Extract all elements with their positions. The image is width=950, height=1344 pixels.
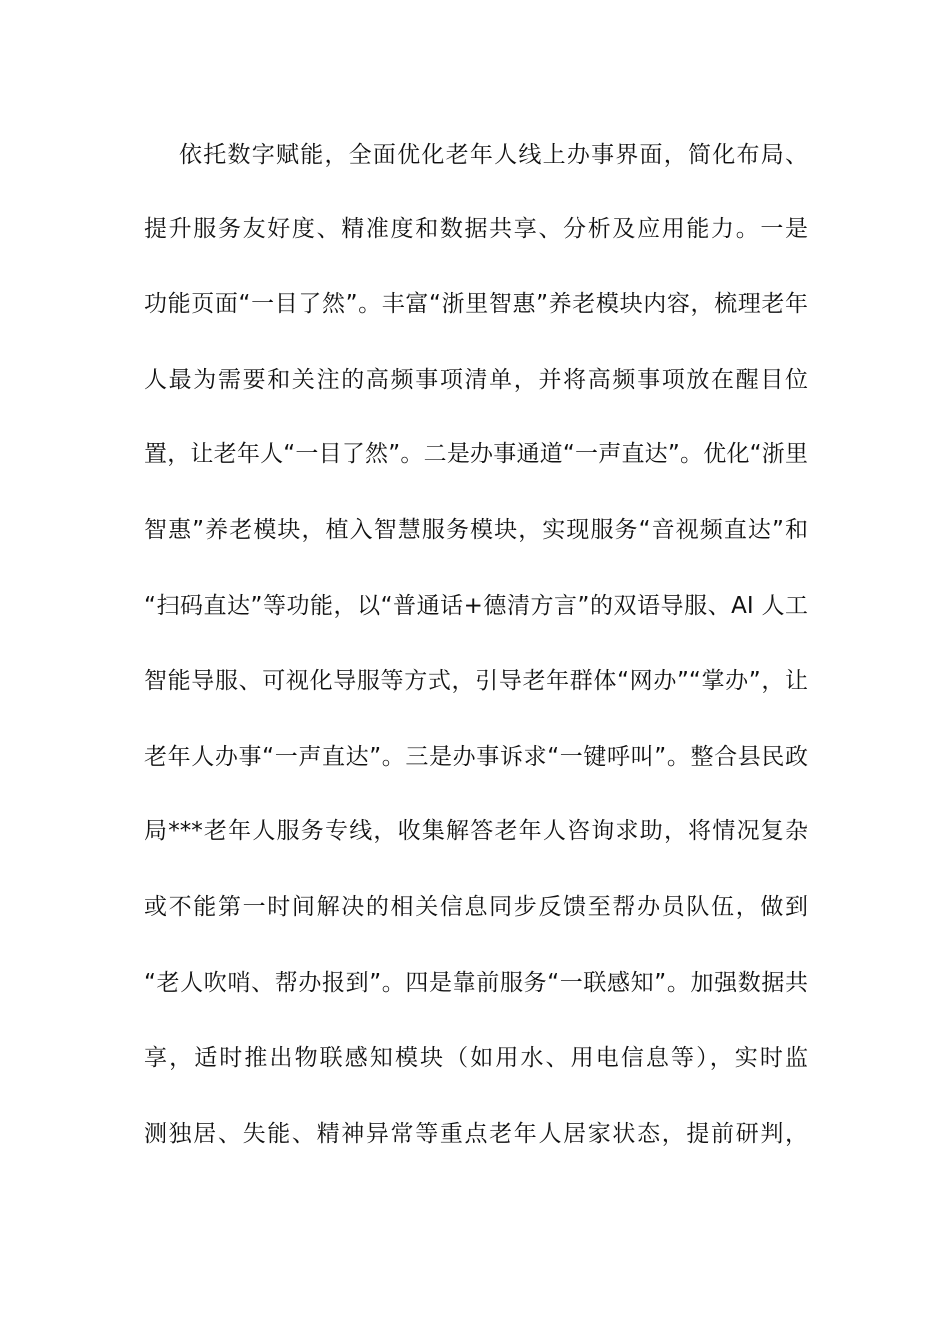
paragraph-line: 提升服务友好度、精准度和数据共享、分析及应用能力。一是 (144, 216, 808, 242)
paragraph-line: 人最为需要和关注的高频事项清单，并将高频事项放在醒目位 (144, 367, 808, 393)
paragraph-line: 依托数字赋能，全面优化老年人线上办事界面，简化布局、 (179, 142, 808, 168)
paragraph-line: 测独居、失能、精神异常等重点老年人居家状态，提前研判， (144, 1121, 808, 1147)
paragraph-line: “老人吹哨、帮办报到”。四是靠前服务“一联感知”。加强数据共 (144, 970, 808, 996)
paragraph-line: 功能页面“一目了然”。丰富“浙里智惠”养老模块内容，梳理老年 (144, 291, 808, 317)
paragraph-line: 置，让老年人“一目了然”。二是办事通道“一声直达”。优化“浙里 (144, 441, 808, 467)
paragraph-line: 智能导服、可视化导服等方式，引导老年群体“网办”“掌办”，让 (144, 668, 808, 694)
paragraph-line: “扫码直达”等功能，以“普通话+德清方言”的双语导服、AI 人工 (144, 593, 808, 619)
paragraph-line: 智惠”养老模块，植入智慧服务模块，实现服务“音视频直达”和 (144, 517, 808, 543)
paragraph-line: 享，适时推出物联感知模块（如用水、用电信息等），实时监 (144, 1045, 808, 1071)
paragraph-line: 老年人办事“一声直达”。三是办事诉求“一键呼叫”。整合县民政 (144, 744, 808, 770)
paragraph-line: 或不能第一时间解决的相关信息同步反馈至帮办员队伍，做到 (144, 894, 808, 920)
paragraph-line: 局***老年人服务专线，收集解答老年人咨询求助，将情况复杂 (144, 818, 808, 844)
